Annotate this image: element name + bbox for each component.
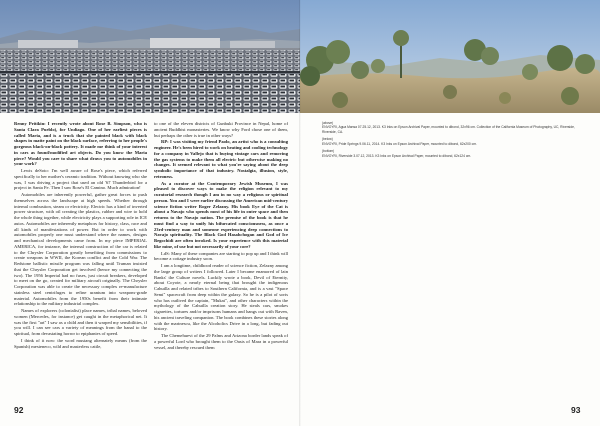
- photo-hillside: [300, 0, 600, 113]
- caption-text: ENVOYRI, Riverside 3.07.12, 2013. K3 Inks on Epson Archival Paper, mounted to dibond, 62x124 cm.: [322, 153, 472, 158]
- paragraph-text: I am a longtime, childhood reader of science fiction, Zelazny among the large group of writers I followed. Later I became enamored of lain Banks' the Culture novels. Luckily wrote a book, Devil of Eternity, about Coyote, a nearly eternal being that brought the indigenous Cahuilla and related tribes to Southern California, and is a vast "Space Semi" spacecraft from deep within the galaxy. So he is a pilot of sorts who has outlived the captain, "Mukat", and other characters within the mythology of the Cahuilla creation story. He steals cars, smokes cigarettes, tortures and/or imprisons humans and hangs out with Raven, his ancient traveling companion. The book combines these stories along with the marinescu, like the Alcoholics Drive in a long, but fading out history.: [154, 263, 288, 332]
- text-column-1: [14, 121, 147, 403]
- caption-position: (above): [322, 121, 334, 125]
- paragraph: [14, 192, 147, 307]
- caption-below: [322, 137, 586, 146]
- caption-text: ENVOYRI, Agua Mansa 07.25.12, 2013. K3 Inks on Epson Archival Paper, mounted to dibond, 32x96 cm. Collection of the California Museum of Photography, UC, Riverside, Riverside, CA.: [322, 125, 575, 134]
- paragraph: [154, 181, 288, 250]
- caption-position: (bottom): [322, 149, 335, 154]
- caption-above: [322, 121, 586, 134]
- paragraph-text: LdS: Many of these companies are starting to pop up and I think will become a cottage industry soon.: [154, 250, 288, 262]
- paragraph: [14, 308, 147, 337]
- page-number-right: 93: [571, 405, 581, 415]
- caption-text: ENVOYRI, Pride Springs 9.06.11, 2014. K3 Inks on Epson Archival Paper, mounted to dibond, 62x200 cm.: [322, 141, 477, 146]
- text-column-2: [154, 121, 288, 403]
- page-number-left: 92: [14, 405, 24, 415]
- caption-position: (below): [322, 137, 333, 142]
- paragraph-text: Automobiles are inherently powerful, gather great forces to push themselves across the landscape at high speeds. Whether through internal combustion, steam or electricity. Electric has a kind of inverted power structure, with oil creating the plastics, rubber and wire to hold the whole thing together, while electricity plays a supporting role in ICE autos. Automobiles are inherently metaphors for history, class, race and all kinds of manifestations of power. But in order to work with automobiles properly one must understand where the names, designs and mechanical developments came from. In my piece IMPERIAL AMERICA, for instance, the internal construction of the car is related to the Chrysler Corporation greatly benefiting from commissions to create weapons in WWII, the Korean conflict and the Cold War. The Redstone ballistic missile program was falling until Truman insisted that the Chrysler Corporation get involved (hence my connecting the two). The 1956 Imperial had no fuses, just circuit breakers, developed to meet on the go, created for military aircraft originally. The Chrysler Corporation was able to create the necessary complex re-manufacture stainless steel centrifuges to refine uranium into weapons-grade material. Automobiles from the 1950s benefit from their intimate relationship to the military industrial complex.: [14, 192, 147, 307]
- paragraph: [154, 263, 288, 332]
- bold-question: As a curator at the Contemporary Jewish Museum, I was pleased to discover ways to make the religion relevant to my curatorial research though I am in no way a religious or spiritual person. You and I were earlier discussing the American mid-century science fiction writer Roger Zelazny. His book Eye of the Cat is about a Navajo who spends most of his life in outer space and then returns to the Navajo nation. The premise of the book is that he must find a way to unify his bifurcated consciousness, as once a 23rd-century man and someone experiencing deep connections to Navajo spirituality. The Black God Hasahchogan and God of Ice Begochidi are often invoked. Is your experience with this material like mine, of use but not necessarily of your core?: [154, 180, 288, 249]
- parking-lot-photo-image: [0, 0, 300, 113]
- paragraph: [154, 251, 288, 263]
- paragraph-text: Names of explorers (colonialist) place names, tribal names, beloved women (Mercedes, for instance) get caught in the metaphorical net. It was the first "art" I saw as a child and then it warped my sensibilities, if you will. I can see cars a variety of meanings from the banal to the spiritual, from devastating horror to epiphanies of speed.: [14, 308, 147, 336]
- hillside-photo-image: [300, 0, 600, 113]
- paragraph-text: to one of the eleven districts of Gunbuki Province in Nepal, home of ancient Buddhist monasteries. We know why Ford chose one of them, but perhaps the other is true in other ways?: [154, 121, 288, 138]
- paragraph: [154, 121, 288, 138]
- photo-parking-lot: [0, 0, 300, 113]
- bold-question: Renny Pritikin: I recently wrote about Rose B. Simpson, who is Santa Clara Pueblo), for Undiago. One of her earliest pieces is called Maria, and is a truck that she painted black with black shapes in matte paint on the black surface, referring to her people's gorgeous black-on-black pottery. It made me think of your interest in cars as found/modified art objects. Do you know the Maria piece? Would you care to share what draws you to automobiles in your work?: [14, 121, 147, 167]
- paragraph-text: The Chemehuevi of the 29 Palms and Arizona border lands speak of a powerful Lord who brought them to the Oasis of Mara in a powerful vessel, and thereby rescued them: [154, 333, 288, 350]
- paragraph: [14, 338, 147, 350]
- photo-captions: [322, 121, 586, 161]
- paragraph: [154, 139, 288, 179]
- paragraph: [14, 168, 147, 191]
- paragraph: [154, 333, 288, 350]
- bold-question: RP: I was visiting my friend Paolo, an artist who is a consulting engineer. He's been hired to work on heating and cooling technology for a company in Vallejo that is buying vintage cars and removing the gas systems to make them all electric but otherwise making no changes. It seemed relevant to what you're saying about the deep symbolic importance of that industry. Nostalgia, illusion, style, retroness.: [154, 139, 288, 179]
- paragraph: [14, 121, 147, 167]
- paragraph-text: I think of it now: the word mustang alternately means (from the Spanish) mesteneco, wild and masterless cattle,: [14, 337, 147, 349]
- text-column-3: [322, 183, 456, 403]
- gutter-shadow: [299, 0, 301, 426]
- paragraph-text: Lewis deSoto: I'm well aware of Rose's piece, which referred specifically to her mother's ceramic tradition. Without knowing who she was, I was driving a project that used an old '67 Thunderbird for a project in Santa Fe. Then I saw Rose's El Camino. Much admiration!: [14, 168, 147, 191]
- caption-bottom: [322, 149, 586, 158]
